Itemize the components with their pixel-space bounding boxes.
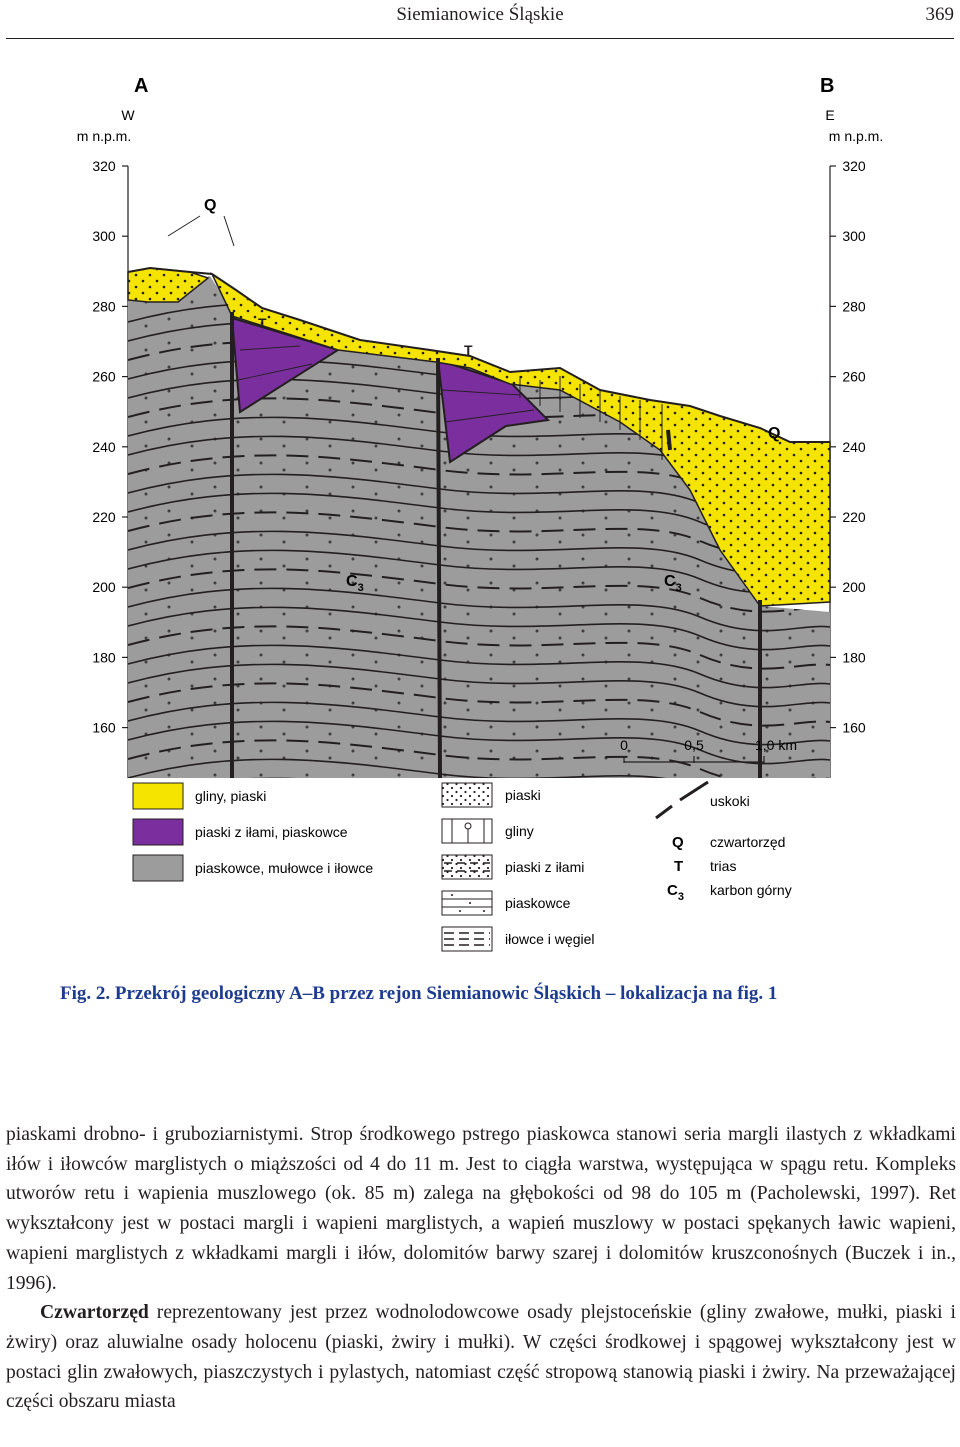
elevation-tick-label: 220	[842, 509, 866, 525]
geological-cross-section-figure	[0, 50, 960, 970]
elevation-tick-label: 240	[842, 438, 866, 455]
legend-symbol-label-q: czwartorzęd	[710, 834, 786, 850]
legend-symbol-label-c3: karbon górny	[710, 882, 792, 898]
elevation-tick-label: 160	[842, 719, 866, 736]
paragraph-2	[6, 1298, 956, 1417]
legend-pattern-label-sand-clay: piaski z iłami	[505, 859, 585, 875]
direction-west: W	[121, 107, 135, 123]
legend-pattern-sand-clay	[442, 855, 492, 879]
label-c3-right: $C_3$	[664, 573, 682, 594]
body-text	[6, 1120, 956, 1417]
section-end-label: B	[820, 75, 835, 97]
legend-swatch-purple	[133, 819, 183, 845]
legend-pattern-label-claystone-coal: iłowce i węgiel	[505, 931, 595, 947]
label-q-right: Q	[768, 425, 781, 442]
elevation-tick-label: 180	[92, 649, 116, 666]
legend-symbol-label-t: trias	[710, 858, 737, 874]
elevation-tick-label: 280	[842, 298, 866, 315]
elevation-tick-label: 160	[92, 719, 116, 736]
legend-pattern-label-sand: piaski	[505, 787, 541, 803]
running-title: Siemianowice Śląskie	[396, 4, 564, 25]
scale-label-1km: 1,0 km	[754, 737, 798, 753]
elevation-tick-label: 320	[842, 158, 866, 174]
legend-label-yellow: gliny, piaski	[195, 788, 267, 804]
header-rule	[6, 38, 954, 39]
legend-symbol-t: T	[674, 858, 684, 875]
left-axis-unit: m n.p.m.	[76, 128, 132, 144]
elevation-tick-label: 200	[842, 579, 866, 596]
elevation-tick-label: 280	[92, 298, 116, 315]
legend-symbol-q: Q	[672, 834, 684, 851]
label-c3-left: $C_3$	[346, 573, 364, 594]
elevation-tick-label: 300	[842, 228, 866, 245]
label-t-left: T	[258, 315, 267, 331]
legend-swatch-gray	[133, 855, 183, 881]
label-q-top: Q	[204, 197, 217, 214]
direction-east: E	[825, 107, 835, 123]
legend-symbols	[656, 782, 792, 903]
figure-caption: Fig. 2. Przekrój geologiczny A–B przez rejon Siemianowic Śląskich – lokalizacja na fig. 1	[60, 983, 778, 1004]
scale-label-05: 0,5	[684, 737, 704, 753]
scale-label-0: 0	[620, 737, 628, 753]
elevation-tick-label: 180	[842, 649, 866, 666]
elevation-tick-label: 300	[92, 228, 116, 245]
paragraph-2-text: reprezentowany jest przez wodnolodowcowe osady plejstoceńskie (gliny zwałowe, mułki, piaski i żwiry) oraz aluwialne osady holocenu (piaski, żwiry i mułki). W części środkowej i spągowej wykształcony jest w postaci glin zwałowych, piaszczystych i pylastych, natomiast część stropową stanowią piaski i żwiry. Na przeważającej części obszaru miasta	[6, 1302, 956, 1413]
page-number: 369	[925, 4, 954, 25]
elevation-tick-label: 260	[92, 368, 116, 385]
section-start-label: A	[134, 75, 149, 97]
legend-label-gray: piaskowce, mułowce i iłowce	[195, 860, 374, 876]
elevation-tick-label: 320	[92, 158, 116, 174]
legend-pattern-label-clay: gliny	[505, 823, 534, 839]
legend-label-purple: piaski z iłami, piaskowce	[195, 824, 348, 840]
elevation-tick-label: 200	[92, 579, 116, 596]
page-header	[0, 0, 960, 36]
legend-symbol-c3: $C_3$	[667, 882, 684, 903]
elevation-tick-label: 220	[92, 509, 116, 525]
label-t-middle: T	[464, 342, 473, 358]
paragraph-1: piaskami drobno- i gruboziarnistymi. Strop środkowego pstrego piaskowca stanowi seria margli ilastych z wkładkami iłów i iłowców marglistych o miąższości od 4 do 11 m. Jest to ciągła warstwa, występująca w spągu retu. Kompleks utworów retu i wapienia muszlowego (ok. 85 m) zalega na głębokości od 98 do 105 m (Pacholewski, 1997). Ret wykształcony jest w postaci margli i wapieni marglistych, a wapień muszlowy w postaci spękanych ławic wapieni, wapieni marglistych z wkładkami margli i iłów, dolomitów barwy szarej i dolomitów kruszconośnych (Buczek i in., 1996).	[6, 1124, 956, 1294]
legend-patterns	[442, 783, 594, 951]
legend-pattern-label-sandstone: piaskowce	[505, 895, 571, 911]
elevation-tick-label: 260	[842, 368, 866, 385]
legend-colors	[133, 783, 373, 881]
right-axis-unit: m n.p.m.	[828, 128, 884, 144]
paragraph-2-lead: Czwartorzęd	[40, 1302, 149, 1324]
legend-swatch-yellow	[133, 783, 183, 809]
elevation-tick-label: 240	[92, 438, 116, 455]
legend-pattern-sand	[442, 783, 492, 807]
legend-faults-label: uskoki	[710, 793, 750, 809]
